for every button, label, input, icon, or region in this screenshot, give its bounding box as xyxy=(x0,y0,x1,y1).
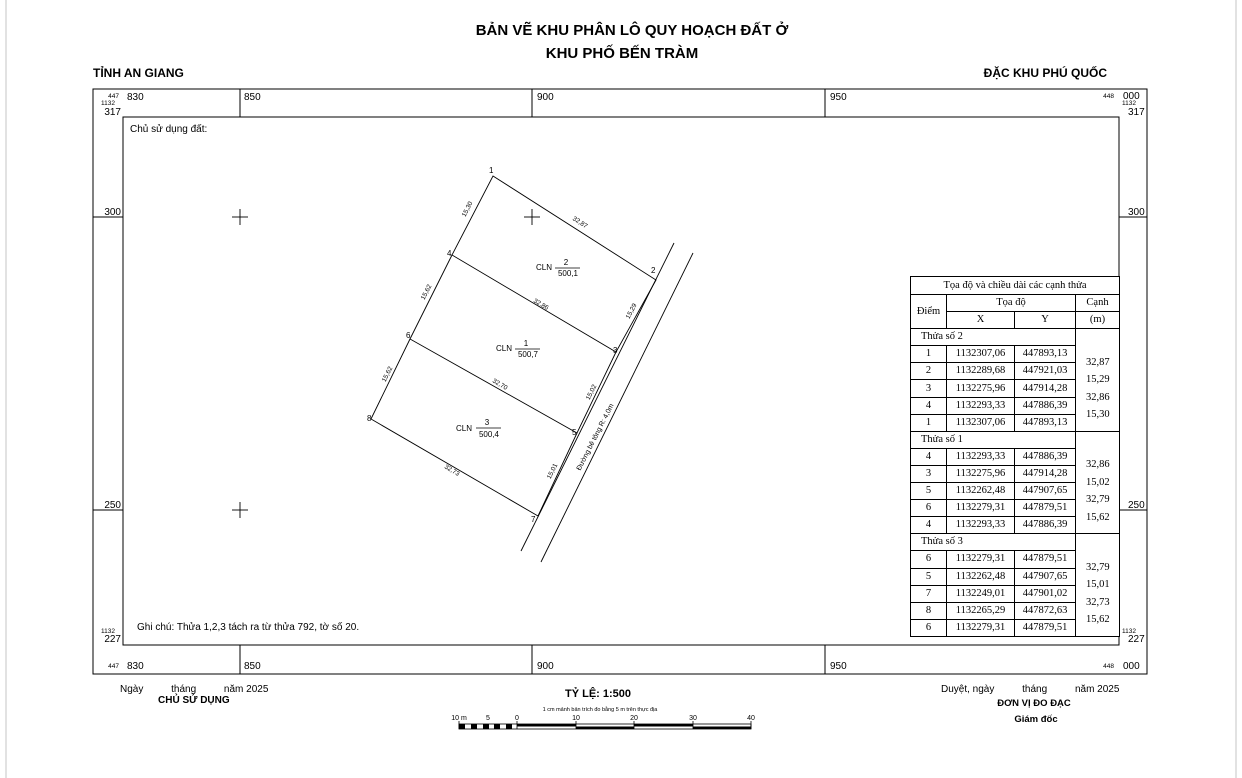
vertex-label-4: 4 xyxy=(447,249,452,258)
cell-x: 1132275,96 xyxy=(947,380,1015,397)
corner-tl-b: 1132 xyxy=(101,100,115,107)
header-x: X xyxy=(947,312,1015,329)
note-text: Ghi chú: Thửa 1,2,3 tách ra từ thửa 792, tờ số 20. xyxy=(137,622,360,633)
cell-y: 447907,65 xyxy=(1015,568,1076,585)
cell-y: 447914,28 xyxy=(1015,465,1076,482)
corner-bl-c: 447 xyxy=(108,663,119,670)
cell-x: 1132279,31 xyxy=(947,551,1015,568)
parcel-number: 3 xyxy=(484,418,490,427)
parcel-type: CLN xyxy=(496,344,513,353)
edge-length: 15,62 xyxy=(1086,614,1110,626)
grid-label-bottom-4: 950 xyxy=(830,661,847,672)
cell-point: 2 xyxy=(911,363,947,380)
corner-tl-a: 447 xyxy=(108,93,119,100)
owner-label: Chủ sử dụng đất: xyxy=(130,124,208,135)
cell-y: 447879,51 xyxy=(1015,551,1076,568)
cell-point: 4 xyxy=(911,397,947,414)
corner-bl-a: 1132 xyxy=(101,628,115,635)
cell-point: 1 xyxy=(911,346,947,363)
corner-tr-a: 448 xyxy=(1103,93,1114,100)
cell-x: 1132293,33 xyxy=(947,448,1015,465)
cell-point: 4 xyxy=(911,517,947,534)
scale-tick-label: 10 m xyxy=(451,715,467,722)
edge-lengths xyxy=(1076,534,1120,637)
grid-label-top-2: 850 xyxy=(244,92,261,103)
corner-tr-b: 000 xyxy=(1123,91,1140,102)
cell-point: 5 xyxy=(911,483,947,500)
vertex-label-2: 2 xyxy=(651,266,656,275)
grid-label-top-4: 950 xyxy=(830,92,847,103)
edge-length: 15,30 xyxy=(1086,409,1110,421)
cell-y: 447914,28 xyxy=(1015,380,1076,397)
coordinate-table xyxy=(910,276,1120,637)
scale-bar xyxy=(451,715,755,729)
cell-x: 1132262,48 xyxy=(947,568,1015,585)
scale-tick-label: 30 xyxy=(689,715,697,722)
cell-x: 1132262,48 xyxy=(947,483,1015,500)
cell-point: 6 xyxy=(911,500,947,517)
scale-tick-label: 5 xyxy=(486,715,490,722)
header-unit: (m) xyxy=(1076,312,1120,329)
cell-y: 447886,39 xyxy=(1015,517,1076,534)
cell-x: 1132265,29 xyxy=(947,602,1015,619)
scale-tick-label: 0 xyxy=(515,715,519,722)
parcel-area: 500,1 xyxy=(557,269,579,278)
grid-label-bottom-2: 850 xyxy=(244,661,261,672)
edge-label: 15,62 xyxy=(419,283,434,302)
parcel-area: 500,4 xyxy=(478,430,500,439)
grid-label-right-2: 250 xyxy=(1128,500,1145,511)
edge-length: 15,62 xyxy=(1086,511,1110,523)
edge-lengths xyxy=(1076,329,1120,432)
parcel-area: 500,7 xyxy=(517,350,539,359)
cell-y: 447886,39 xyxy=(1015,448,1076,465)
cell-y: 447921,03 xyxy=(1015,363,1076,380)
grid-label-right-1: 300 xyxy=(1128,207,1145,218)
grid-label-bottom-3: 900 xyxy=(537,661,554,672)
vertex-label-6: 6 xyxy=(406,331,411,340)
cell-x: 1132249,01 xyxy=(947,585,1015,602)
header-y: Y xyxy=(1015,312,1076,329)
scale-note: 1 cm mảnh bản trích đo bằng 5 m trên thực địa xyxy=(542,707,658,713)
cell-point: 6 xyxy=(911,551,947,568)
cell-point: 7 xyxy=(911,585,947,602)
cell-x: 1132293,33 xyxy=(947,517,1015,534)
scale-tick-label: 40 xyxy=(747,715,755,722)
edge-label: 15,01 xyxy=(545,462,560,481)
cell-y: 447893,13 xyxy=(1015,414,1076,431)
corner-br-a: 1132 xyxy=(1122,628,1136,635)
edge-length: 15,29 xyxy=(1086,374,1110,386)
parcel-number: 1 xyxy=(523,339,529,348)
cell-y: 447886,39 xyxy=(1015,397,1076,414)
vertex-label-3: 3 xyxy=(613,346,618,355)
corner-bl-b: 227 xyxy=(104,634,121,645)
vertex-label-8: 8 xyxy=(367,414,372,423)
edge-length: 15,02 xyxy=(1086,476,1110,488)
grid-label-top-3: 900 xyxy=(537,92,554,103)
district-label: ĐẶC KHU PHÚ QUỐC xyxy=(983,66,1107,80)
cell-point: 8 xyxy=(911,602,947,619)
edge-length: 32,87 xyxy=(1086,356,1110,368)
corner-br-c: 448 xyxy=(1103,663,1114,670)
corner-tr-d: 317 xyxy=(1128,107,1145,118)
edge-length: 32,79 xyxy=(1086,494,1110,506)
cell-point: 3 xyxy=(911,380,947,397)
table-caption: Tọa độ và chiều dài các cạnh thửa xyxy=(911,277,1120,295)
section-label: Thửa số 1 xyxy=(911,431,1076,448)
cell-point: 6 xyxy=(911,619,947,636)
cell-y: 447907,65 xyxy=(1015,483,1076,500)
approval-date: Duyệt, ngày tháng năm 2025 xyxy=(941,684,1120,695)
cell-y: 447901,02 xyxy=(1015,585,1076,602)
header-point: Điểm xyxy=(911,295,947,329)
cell-x: 1132293,33 xyxy=(947,397,1015,414)
province-label: TỈNH AN GIANG xyxy=(93,66,184,80)
edge-lengths xyxy=(1076,431,1120,534)
vertex-label-1: 1 xyxy=(489,166,494,175)
edge-label: 15,62 xyxy=(380,365,395,384)
cell-y: 447879,51 xyxy=(1015,500,1076,517)
grid-label-left-1: 300 xyxy=(104,207,121,218)
vertex-label-5: 5 xyxy=(572,428,577,437)
cell-x: 1132279,31 xyxy=(947,500,1015,517)
corner-br-b: 227 xyxy=(1128,634,1145,645)
parcel-label-1 xyxy=(496,339,540,359)
grid-label-top-1: 830 xyxy=(127,92,144,103)
cell-x: 1132307,06 xyxy=(947,346,1015,363)
header-coord: Tọa độ xyxy=(947,295,1076,312)
edge-label: 32,87 xyxy=(571,215,589,231)
owner-date: Ngày tháng năm 2025 xyxy=(120,684,269,695)
title-line-1: BẢN VẼ KHU PHÂN LÔ QUY HOẠCH ĐẤT Ở xyxy=(475,22,789,39)
grid-label-left-2: 250 xyxy=(104,500,121,511)
vertex-label-7: 7 xyxy=(531,515,536,524)
cell-point: 3 xyxy=(911,465,947,482)
road xyxy=(521,243,693,562)
cell-y: 447879,51 xyxy=(1015,619,1076,636)
parcel-label-2 xyxy=(536,258,580,278)
title-line-2: KHU PHỐ BẾN TRÀM xyxy=(545,45,699,62)
parcel-type: CLN xyxy=(536,263,553,272)
owner-signature-title: CHỦ SỬ DỤNG xyxy=(158,695,230,706)
section-label: Thửa số 2 xyxy=(911,329,1076,346)
cell-x: 1132275,96 xyxy=(947,465,1015,482)
corner-tr-c: 1132 xyxy=(1122,100,1136,107)
edge-label: 15,02 xyxy=(584,383,599,402)
cell-x: 1132279,31 xyxy=(947,619,1015,636)
cell-point: 5 xyxy=(911,568,947,585)
edge-label: 32,70 xyxy=(490,377,509,392)
cell-x: 1132307,06 xyxy=(947,414,1015,431)
scale-title: TỶ LỆ: 1:500 xyxy=(564,688,632,700)
edge-length: 15,01 xyxy=(1086,579,1110,591)
cell-point: 1 xyxy=(911,414,947,431)
edge-label: 32,86 xyxy=(531,297,550,312)
scale-tick-label: 10 xyxy=(572,715,580,722)
parcel-number: 2 xyxy=(563,258,569,267)
edge-length: 32,73 xyxy=(1086,596,1110,608)
cell-x: 1132289,68 xyxy=(947,363,1015,380)
edge-length: 32,79 xyxy=(1086,561,1110,573)
cell-y: 447893,13 xyxy=(1015,346,1076,363)
edge-length: 32,86 xyxy=(1086,391,1110,403)
section-label: Thửa số 3 xyxy=(911,534,1076,551)
grid-crosses xyxy=(232,209,540,518)
cell-y: 447872,63 xyxy=(1015,602,1076,619)
edge-label: 32,73 xyxy=(442,463,461,478)
grid-label-bottom-1: 830 xyxy=(127,661,144,672)
parcel-type: CLN xyxy=(456,424,473,433)
header-edge: Cạnh xyxy=(1076,295,1120,312)
scale-tick-label: 20 xyxy=(630,715,638,722)
edge-label: 15,30 xyxy=(460,200,475,219)
parcel-label-3 xyxy=(456,418,501,439)
cell-point: 4 xyxy=(911,448,947,465)
director-title: Giám đốc xyxy=(1014,714,1058,725)
edge-length: 32,86 xyxy=(1086,459,1110,471)
corner-br-d: 000 xyxy=(1123,661,1140,672)
edge-label: 15,29 xyxy=(624,302,639,321)
survey-unit: ĐƠN VỊ ĐO ĐẠC xyxy=(997,698,1071,709)
road-label: Đường bê tông R: 4,0m xyxy=(575,402,616,472)
corner-tl-c: 317 xyxy=(104,107,121,118)
